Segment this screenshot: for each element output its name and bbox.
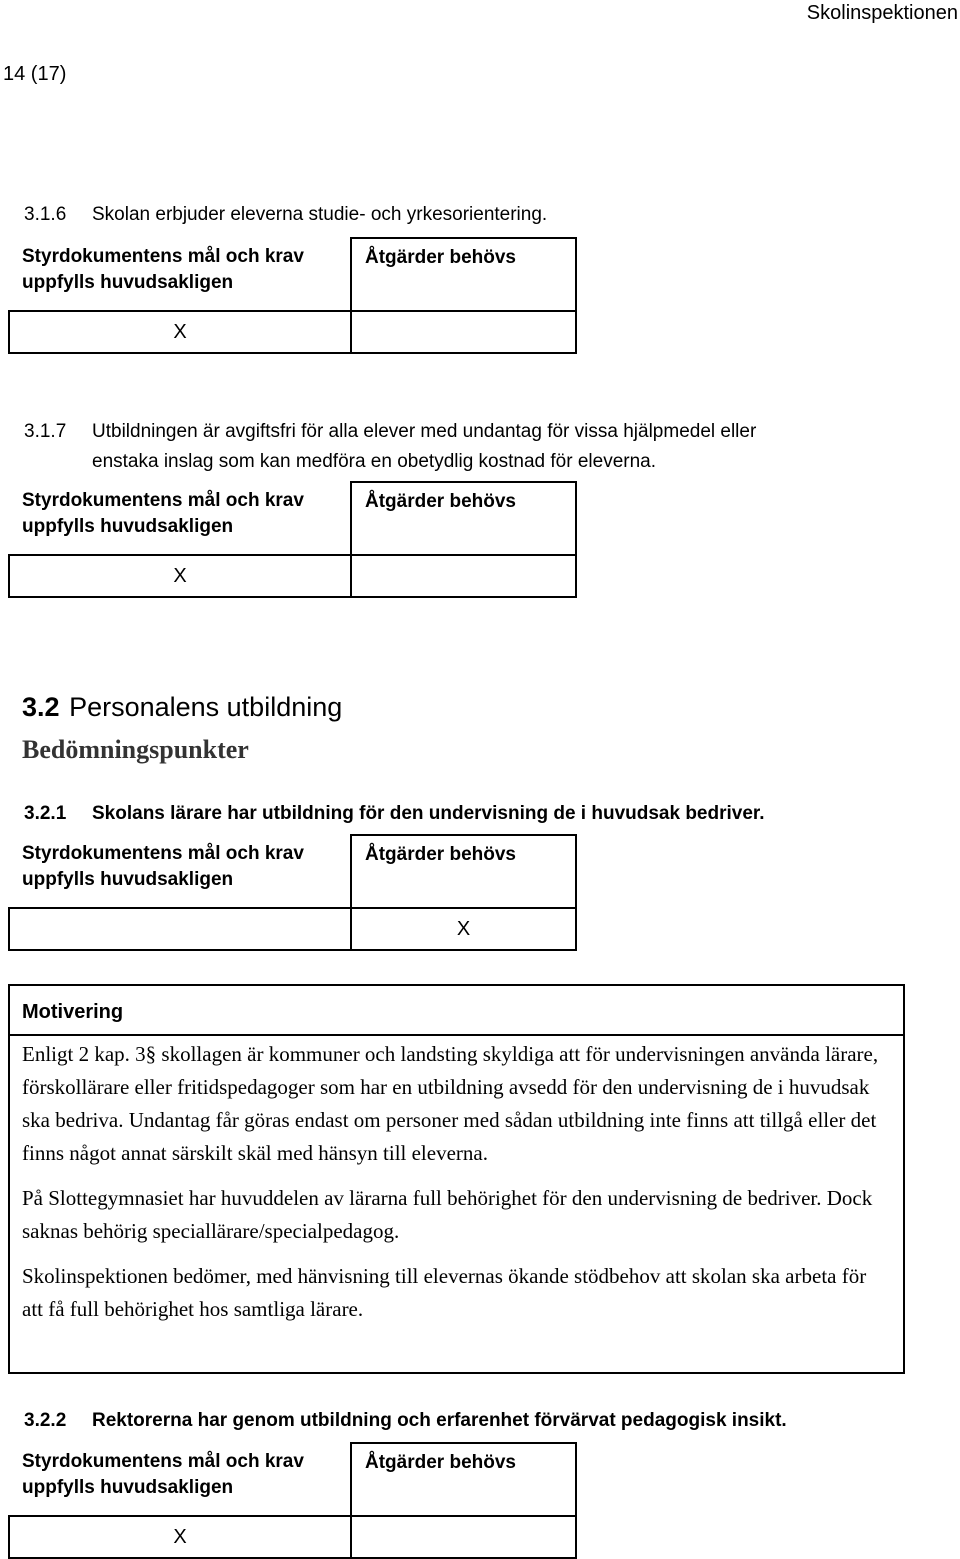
assessment-table-3-2-1: [8, 834, 577, 951]
col-header-action-needed: Åtgärder behövs: [365, 491, 516, 512]
motivation-box: [8, 984, 905, 1374]
section-number: 3.2: [22, 692, 60, 722]
criterion-text-line2: enstaka inslag som kan medföra en obetydlig kostnad för eleverna.: [92, 451, 656, 472]
criterion-number: 3.2.2: [24, 1410, 67, 1431]
mark-fulfilled: X: [9, 555, 351, 597]
criterion-text-line1: Utbildningen är avgiftsfri för alla elever med undantag för vissa hjälpmedel eller: [92, 421, 757, 442]
assessment-table-3-2-2: [8, 1442, 577, 1559]
criterion-text: Rektorerna har genom utbildning och erfarenhet förvärvat pedagogisk insikt.: [92, 1410, 787, 1431]
motivation-divider: [10, 1034, 903, 1036]
criterion-text: Skolans lärare har utbildning för den undervisning de i huvudsak bedriver.: [92, 803, 765, 824]
page-number: 14 (17): [3, 63, 67, 85]
col-header-action-needed: Åtgärder behövs: [365, 247, 516, 268]
col-header-fulfilled: Styrdokumentens mål och krav uppfylls huvudsakligen: [22, 490, 304, 537]
mark-action-needed: X: [351, 908, 576, 950]
col-header-action-needed: Åtgärder behövs: [365, 844, 516, 865]
assessment-table-3-1-6: [8, 237, 577, 354]
motivation-paragraph: På Slottegymnasiet har huvuddelen av lärarna full behörighet för den undervisning de bedriver. Dock saknas behörig speciallärare/specialpedagog.: [22, 1186, 873, 1243]
mark-fulfilled: X: [9, 1516, 351, 1558]
header-organization: Skolinspektionen: [806, 2, 958, 24]
section-subtitle: Bedömningspunkter: [22, 735, 249, 764]
motivation-heading: Motivering: [22, 1001, 124, 1023]
section-title: [22, 692, 342, 723]
assessment-table-3-1-7: [8, 481, 577, 598]
motivation-paragraph: Skolinspektionen bedömer, med hänvisning till elevernas ökande stödbehov att skolan ska arbeta för att få full behörighet hos samtliga lärare.: [22, 1264, 867, 1321]
col-header-action-needed: Åtgärder behövs: [365, 1452, 516, 1473]
col-header-fulfilled: Styrdokumentens mål och krav uppfylls huvudsakligen: [22, 1451, 304, 1498]
motivation-paragraph: Enligt 2 kap. 3§ skollagen är kommuner och landsting skyldiga att för undervisningen använda lärare, förskollärare eller fritidspedagoger som har en utbildning avsedd för den undervisning de i huvudsak ska bedriva. Undantag får göras endast om personer med sådan utbildning inte finns att tillgå eller det finns något annat särskilt skäl med hänsyn till eleverna.: [22, 1042, 879, 1165]
col-header-fulfilled: Styrdokumentens mål och krav uppfylls huvudsakligen: [22, 246, 304, 293]
mark-fulfilled: X: [9, 311, 351, 353]
col-header-fulfilled: Styrdokumentens mål och krav uppfylls huvudsakligen: [22, 843, 304, 890]
mark-fulfilled-empty: [9, 908, 351, 950]
criterion-number: 3.1.7: [24, 421, 67, 442]
mark-action-needed-empty: [351, 311, 576, 353]
mark-action-needed-empty: [351, 555, 576, 597]
criterion-text: Skolan erbjuder eleverna studie- och yrkesorientering.: [92, 204, 548, 225]
motivation-body: [22, 1038, 892, 1338]
section-name: Personalens utbildning: [69, 692, 343, 722]
criterion-3-1-7: [24, 417, 954, 477]
criterion-number: 3.2.1: [24, 803, 67, 824]
mark-action-needed-empty: [351, 1516, 576, 1558]
criterion-number: 3.1.6: [24, 204, 67, 225]
